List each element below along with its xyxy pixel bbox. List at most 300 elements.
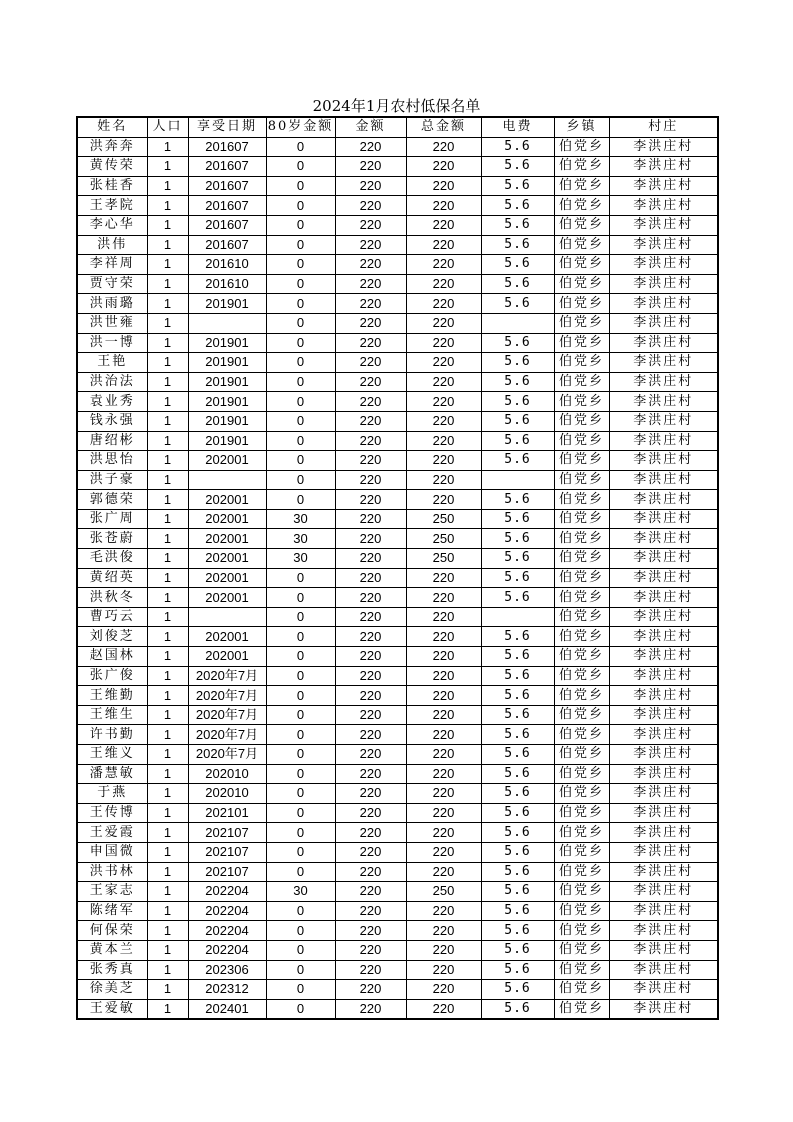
cell-name: 许书勤: [77, 725, 147, 745]
cell-electricity-fee: 5.6: [481, 451, 554, 471]
cell-township: 伯党乡: [554, 666, 609, 686]
cell-electricity-fee: 5.6: [481, 157, 554, 177]
cell-name: 王爱霞: [77, 823, 147, 843]
cell-electricity-fee: 5.6: [481, 784, 554, 804]
table-row: [77, 882, 718, 902]
cell-township: 伯党乡: [554, 255, 609, 275]
cell-age80-amount: 0: [266, 294, 335, 314]
cell-electricity-fee: 5.6: [481, 215, 554, 235]
cell-name: 张广周: [77, 509, 147, 529]
cell-township: 伯党乡: [554, 705, 609, 725]
cell-electricity-fee: [481, 607, 554, 627]
col-header-start-date: 享受日期: [188, 117, 266, 137]
cell-village: 李洪庄村: [609, 157, 718, 177]
cell-name: 黄本兰: [77, 940, 147, 960]
cell-age80-amount: 0: [266, 666, 335, 686]
cell-total-amount: 250: [406, 509, 481, 529]
cell-village: 李洪庄村: [609, 353, 718, 373]
cell-name: 洪一博: [77, 333, 147, 353]
cell-age80-amount: 0: [266, 490, 335, 510]
cell-total-amount: 220: [406, 725, 481, 745]
cell-start-date: 202001: [188, 588, 266, 608]
cell-village: 李洪庄村: [609, 842, 718, 862]
cell-name: 郭德荣: [77, 490, 147, 510]
cell-total-amount: 250: [406, 529, 481, 549]
cell-name: 何保荣: [77, 921, 147, 941]
cell-electricity-fee: 5.6: [481, 745, 554, 765]
cell-household-size: 1: [147, 411, 188, 431]
cell-electricity-fee: 5.6: [481, 882, 554, 902]
cell-name: 洪治法: [77, 372, 147, 392]
cell-township: 伯党乡: [554, 803, 609, 823]
cell-amount: 220: [335, 842, 406, 862]
cell-village: 李洪庄村: [609, 862, 718, 882]
table-row: [77, 705, 718, 725]
cell-village: 李洪庄村: [609, 215, 718, 235]
cell-amount: 220: [335, 607, 406, 627]
cell-total-amount: 220: [406, 803, 481, 823]
cell-amount: 220: [335, 255, 406, 275]
cell-total-amount: 220: [406, 607, 481, 627]
cell-township: 伯党乡: [554, 980, 609, 1000]
cell-electricity-fee: 5.6: [481, 980, 554, 1000]
cell-household-size: 1: [147, 451, 188, 471]
table-row: [77, 137, 718, 157]
cell-name: 徐美芝: [77, 980, 147, 1000]
table-row: [77, 764, 718, 784]
cell-household-size: 1: [147, 686, 188, 706]
table-row: [77, 862, 718, 882]
cell-amount: 220: [335, 215, 406, 235]
cell-age80-amount: 0: [266, 313, 335, 333]
cell-township: 伯党乡: [554, 509, 609, 529]
cell-amount: 220: [335, 392, 406, 412]
cell-village: 李洪庄村: [609, 392, 718, 412]
cell-household-size: 1: [147, 921, 188, 941]
cell-amount: 220: [335, 274, 406, 294]
cell-total-amount: 220: [406, 745, 481, 765]
cell-village: 李洪庄村: [609, 882, 718, 902]
cell-household-size: 1: [147, 294, 188, 314]
cell-total-amount: 220: [406, 333, 481, 353]
cell-total-amount: 250: [406, 882, 481, 902]
cell-name: 唐绍彬: [77, 431, 147, 451]
cell-start-date: 201901: [188, 333, 266, 353]
table-row: [77, 842, 718, 862]
cell-township: 伯党乡: [554, 921, 609, 941]
cell-electricity-fee: 5.6: [481, 372, 554, 392]
table-row: [77, 803, 718, 823]
cell-total-amount: 220: [406, 686, 481, 706]
cell-electricity-fee: 5.6: [481, 255, 554, 275]
cell-amount: 220: [335, 588, 406, 608]
table-row: [77, 745, 718, 765]
cell-age80-amount: 0: [266, 921, 335, 941]
cell-age80-amount: 0: [266, 451, 335, 471]
cell-township: 伯党乡: [554, 176, 609, 196]
cell-township: 伯党乡: [554, 196, 609, 216]
cell-start-date: 202001: [188, 568, 266, 588]
cell-total-amount: 220: [406, 215, 481, 235]
table-row: [77, 470, 718, 490]
cell-name: 黄传荣: [77, 157, 147, 177]
cell-village: 李洪庄村: [609, 196, 718, 216]
cell-amount: 220: [335, 490, 406, 510]
cell-start-date: 201901: [188, 411, 266, 431]
cell-start-date: [188, 313, 266, 333]
cell-village: 李洪庄村: [609, 411, 718, 431]
cell-name: 洪奔奔: [77, 137, 147, 157]
cell-electricity-fee: 5.6: [481, 764, 554, 784]
cell-amount: 220: [335, 980, 406, 1000]
cell-electricity-fee: 5.6: [481, 196, 554, 216]
table-row: [77, 313, 718, 333]
cell-village: 李洪庄村: [609, 823, 718, 843]
cell-total-amount: 220: [406, 627, 481, 647]
cell-township: 伯党乡: [554, 549, 609, 569]
cell-amount: 220: [335, 764, 406, 784]
cell-amount: 220: [335, 568, 406, 588]
cell-age80-amount: 0: [266, 627, 335, 647]
cell-village: 李洪庄村: [609, 470, 718, 490]
cell-village: 李洪庄村: [609, 588, 718, 608]
cell-electricity-fee: 5.6: [481, 921, 554, 941]
cell-amount: 220: [335, 705, 406, 725]
cell-start-date: 202001: [188, 490, 266, 510]
cell-amount: 220: [335, 549, 406, 569]
cell-township: 伯党乡: [554, 372, 609, 392]
cell-village: 李洪庄村: [609, 529, 718, 549]
cell-name: 洪子豪: [77, 470, 147, 490]
cell-start-date: 202001: [188, 549, 266, 569]
cell-village: 李洪庄村: [609, 451, 718, 471]
cell-electricity-fee: 5.6: [481, 176, 554, 196]
cell-electricity-fee: 5.6: [481, 862, 554, 882]
cell-start-date: 201607: [188, 157, 266, 177]
cell-start-date: 2020年7月: [188, 725, 266, 745]
cell-village: 李洪庄村: [609, 745, 718, 765]
cell-electricity-fee: 5.6: [481, 940, 554, 960]
cell-township: 伯党乡: [554, 294, 609, 314]
table-row: [77, 627, 718, 647]
cell-start-date: 202401: [188, 999, 266, 1019]
table-row: [77, 411, 718, 431]
table-row: [77, 686, 718, 706]
cell-amount: 220: [335, 725, 406, 745]
cell-electricity-fee: 5.6: [481, 274, 554, 294]
cell-start-date: 202204: [188, 921, 266, 941]
cell-start-date: 201901: [188, 431, 266, 451]
cell-name: 王传博: [77, 803, 147, 823]
cell-household-size: 1: [147, 647, 188, 667]
cell-age80-amount: 0: [266, 960, 335, 980]
cell-electricity-fee: 5.6: [481, 392, 554, 412]
cell-household-size: 1: [147, 568, 188, 588]
col-header-household-size: 人口: [147, 117, 188, 137]
cell-village: 李洪庄村: [609, 549, 718, 569]
cell-amount: 220: [335, 157, 406, 177]
cell-name: 钱永强: [77, 411, 147, 431]
cell-start-date: [188, 470, 266, 490]
cell-start-date: 201610: [188, 255, 266, 275]
cell-amount: 220: [335, 313, 406, 333]
cell-amount: 220: [335, 999, 406, 1019]
cell-electricity-fee: 5.6: [481, 411, 554, 431]
cell-amount: 220: [335, 686, 406, 706]
cell-amount: 220: [335, 823, 406, 843]
cell-amount: 220: [335, 372, 406, 392]
cell-amount: 220: [335, 882, 406, 902]
cell-village: 李洪庄村: [609, 607, 718, 627]
cell-village: 李洪庄村: [609, 960, 718, 980]
cell-age80-amount: 0: [266, 764, 335, 784]
cell-name: 申国微: [77, 842, 147, 862]
cell-household-size: 1: [147, 940, 188, 960]
cell-name: 王艳: [77, 353, 147, 373]
cell-start-date: 202001: [188, 529, 266, 549]
cell-township: 伯党乡: [554, 411, 609, 431]
cell-household-size: 1: [147, 960, 188, 980]
cell-household-size: 1: [147, 549, 188, 569]
cell-total-amount: 220: [406, 470, 481, 490]
cell-township: 伯党乡: [554, 862, 609, 882]
cell-electricity-fee: 5.6: [481, 999, 554, 1019]
cell-amount: 220: [335, 470, 406, 490]
cell-age80-amount: 0: [266, 137, 335, 157]
cell-township: 伯党乡: [554, 686, 609, 706]
cell-total-amount: 220: [406, 137, 481, 157]
cell-name: 王家志: [77, 882, 147, 902]
cell-name: 洪伟: [77, 235, 147, 255]
cell-township: 伯党乡: [554, 607, 609, 627]
cell-start-date: 201901: [188, 392, 266, 412]
cell-name: 张苍蔚: [77, 529, 147, 549]
cell-village: 李洪庄村: [609, 274, 718, 294]
roster-table: [76, 116, 719, 1020]
cell-start-date: 202010: [188, 764, 266, 784]
cell-name: 洪世雍: [77, 313, 147, 333]
cell-name: 洪书林: [77, 862, 147, 882]
cell-electricity-fee: 5.6: [481, 842, 554, 862]
cell-start-date: 201901: [188, 372, 266, 392]
cell-total-amount: 220: [406, 784, 481, 804]
cell-total-amount: 220: [406, 666, 481, 686]
cell-household-size: 1: [147, 980, 188, 1000]
cell-age80-amount: 0: [266, 215, 335, 235]
cell-amount: 220: [335, 137, 406, 157]
cell-age80-amount: 0: [266, 999, 335, 1019]
cell-household-size: 1: [147, 725, 188, 745]
cell-start-date: 2020年7月: [188, 705, 266, 725]
cell-amount: 220: [335, 529, 406, 549]
cell-age80-amount: 0: [266, 176, 335, 196]
table-row: [77, 568, 718, 588]
cell-household-size: 1: [147, 764, 188, 784]
table-row: [77, 823, 718, 843]
table-row: [77, 353, 718, 373]
cell-electricity-fee: 5.6: [481, 353, 554, 373]
cell-township: 伯党乡: [554, 274, 609, 294]
cell-village: 李洪庄村: [609, 255, 718, 275]
cell-amount: 220: [335, 196, 406, 216]
cell-village: 李洪庄村: [609, 313, 718, 333]
cell-age80-amount: 0: [266, 333, 335, 353]
cell-age80-amount: 0: [266, 157, 335, 177]
cell-household-size: 1: [147, 627, 188, 647]
cell-total-amount: 220: [406, 980, 481, 1000]
cell-name: 毛洪俊: [77, 549, 147, 569]
cell-village: 李洪庄村: [609, 901, 718, 921]
table-row: [77, 294, 718, 314]
cell-age80-amount: 30: [266, 882, 335, 902]
cell-age80-amount: 0: [266, 901, 335, 921]
cell-name: 王维义: [77, 745, 147, 765]
cell-household-size: 1: [147, 470, 188, 490]
cell-age80-amount: 0: [266, 686, 335, 706]
cell-start-date: 2020年7月: [188, 666, 266, 686]
cell-township: 伯党乡: [554, 215, 609, 235]
cell-electricity-fee: 5.6: [481, 490, 554, 510]
table-row: [77, 176, 718, 196]
cell-township: 伯党乡: [554, 353, 609, 373]
cell-start-date: 202001: [188, 627, 266, 647]
cell-township: 伯党乡: [554, 568, 609, 588]
cell-electricity-fee: 5.6: [481, 294, 554, 314]
cell-village: 李洪庄村: [609, 686, 718, 706]
cell-total-amount: 220: [406, 705, 481, 725]
cell-name: 陈绪军: [77, 901, 147, 921]
cell-township: 伯党乡: [554, 137, 609, 157]
cell-household-size: 1: [147, 313, 188, 333]
cell-age80-amount: 0: [266, 470, 335, 490]
cell-amount: 220: [335, 294, 406, 314]
table-row: [77, 784, 718, 804]
cell-electricity-fee: 5.6: [481, 960, 554, 980]
cell-total-amount: 220: [406, 588, 481, 608]
cell-amount: 220: [335, 803, 406, 823]
cell-total-amount: 220: [406, 372, 481, 392]
cell-start-date: 202306: [188, 960, 266, 980]
col-header-village: 村庄: [609, 117, 718, 137]
table-body: [77, 137, 718, 1019]
cell-age80-amount: 0: [266, 803, 335, 823]
cell-total-amount: 250: [406, 549, 481, 569]
table-row: [77, 960, 718, 980]
cell-electricity-fee: 5.6: [481, 823, 554, 843]
cell-township: 伯党乡: [554, 157, 609, 177]
cell-village: 李洪庄村: [609, 568, 718, 588]
table-row: [77, 372, 718, 392]
table-row: [77, 235, 718, 255]
cell-township: 伯党乡: [554, 940, 609, 960]
cell-name: 张桂香: [77, 176, 147, 196]
cell-age80-amount: 30: [266, 509, 335, 529]
cell-household-size: 1: [147, 784, 188, 804]
cell-total-amount: 220: [406, 823, 481, 843]
cell-total-amount: 220: [406, 999, 481, 1019]
cell-household-size: 1: [147, 490, 188, 510]
cell-start-date: 202001: [188, 509, 266, 529]
cell-age80-amount: 0: [266, 940, 335, 960]
cell-age80-amount: 0: [266, 823, 335, 843]
cell-electricity-fee: [481, 470, 554, 490]
cell-age80-amount: 0: [266, 647, 335, 667]
cell-township: 伯党乡: [554, 333, 609, 353]
cell-amount: 220: [335, 901, 406, 921]
cell-village: 李洪庄村: [609, 627, 718, 647]
cell-start-date: 201607: [188, 235, 266, 255]
cell-household-size: 1: [147, 862, 188, 882]
cell-age80-amount: 0: [266, 705, 335, 725]
cell-electricity-fee: 5.6: [481, 666, 554, 686]
cell-electricity-fee: 5.6: [481, 647, 554, 667]
cell-name: 洪思怡: [77, 451, 147, 471]
cell-name: 张秀真: [77, 960, 147, 980]
cell-total-amount: 220: [406, 255, 481, 275]
cell-start-date: 201607: [188, 137, 266, 157]
cell-village: 李洪庄村: [609, 940, 718, 960]
cell-township: 伯党乡: [554, 451, 609, 471]
cell-age80-amount: 0: [266, 255, 335, 275]
cell-household-size: 1: [147, 509, 188, 529]
col-header-electricity-fee: 电费: [481, 117, 554, 137]
cell-age80-amount: 0: [266, 431, 335, 451]
cell-village: 李洪庄村: [609, 764, 718, 784]
cell-amount: 220: [335, 235, 406, 255]
cell-start-date: 202001: [188, 451, 266, 471]
cell-amount: 220: [335, 451, 406, 471]
cell-household-size: 1: [147, 372, 188, 392]
cell-village: 李洪庄村: [609, 294, 718, 314]
cell-village: 李洪庄村: [609, 999, 718, 1019]
cell-village: 李洪庄村: [609, 509, 718, 529]
cell-start-date: 201607: [188, 196, 266, 216]
cell-name: 贾守荣: [77, 274, 147, 294]
table-row: [77, 725, 718, 745]
cell-township: 伯党乡: [554, 490, 609, 510]
cell-amount: 220: [335, 784, 406, 804]
table-row: [77, 647, 718, 667]
cell-age80-amount: 0: [266, 274, 335, 294]
cell-start-date: 202107: [188, 842, 266, 862]
cell-township: 伯党乡: [554, 745, 609, 765]
cell-electricity-fee: 5.6: [481, 137, 554, 157]
cell-start-date: 2020年7月: [188, 686, 266, 706]
cell-amount: 220: [335, 862, 406, 882]
table-row: [77, 255, 718, 275]
cell-start-date: 202101: [188, 803, 266, 823]
cell-township: 伯党乡: [554, 235, 609, 255]
cell-amount: 220: [335, 333, 406, 353]
cell-age80-amount: 0: [266, 588, 335, 608]
cell-total-amount: 220: [406, 568, 481, 588]
cell-total-amount: 220: [406, 764, 481, 784]
cell-household-size: 1: [147, 235, 188, 255]
cell-amount: 220: [335, 666, 406, 686]
table-row: [77, 196, 718, 216]
cell-township: 伯党乡: [554, 882, 609, 902]
cell-electricity-fee: 5.6: [481, 529, 554, 549]
cell-name: 袁业秀: [77, 392, 147, 412]
cell-household-size: 1: [147, 176, 188, 196]
cell-household-size: 1: [147, 431, 188, 451]
cell-township: 伯党乡: [554, 960, 609, 980]
cell-amount: 220: [335, 176, 406, 196]
cell-township: 伯党乡: [554, 725, 609, 745]
cell-name: 李心华: [77, 215, 147, 235]
cell-township: 伯党乡: [554, 842, 609, 862]
cell-total-amount: 220: [406, 842, 481, 862]
